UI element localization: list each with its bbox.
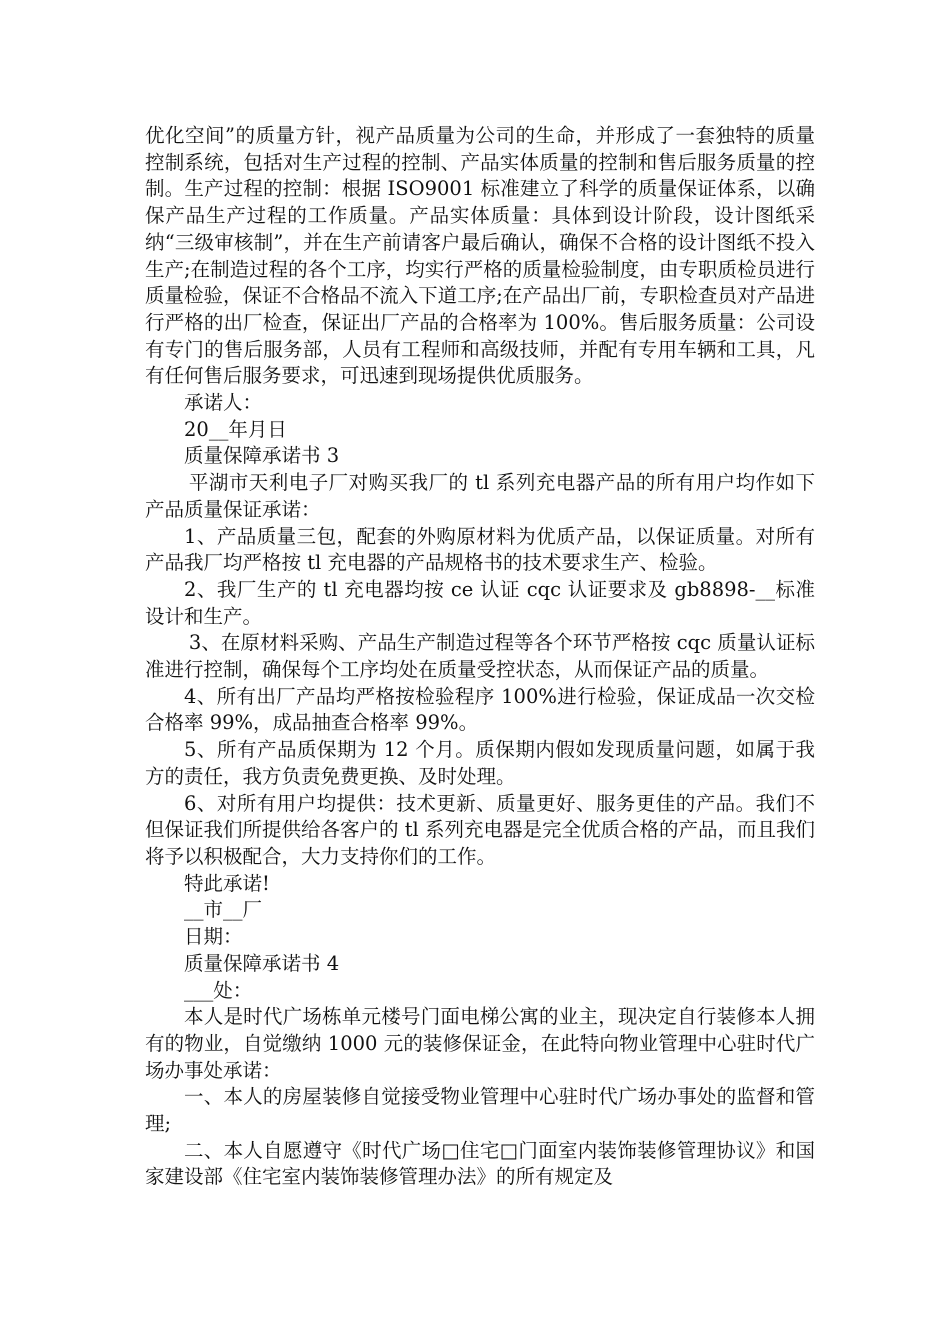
commitment-item-4: 4、所有出厂产品均严格按检验程序 100%进行检验，保证成品一次交检合格率 99%，成品抽查合格率 99%。 bbox=[145, 684, 815, 735]
document-body bbox=[145, 123, 815, 1191]
pledge-item-2: 二、本人自愿遵守《时代广场□住宅□门面室内装饰装修管理协议》和国家建设部《住宅室内装饰装修管理办法》的所有规定及 bbox=[145, 1138, 815, 1189]
section-title-4: 质量保障承诺书 4 bbox=[184, 951, 340, 975]
commitment-item-5: 5、所有产品质保期为 12 个月。质保期内假如发现质量问题，如属于我方的责任，我方负责免费更换、及时处理。 bbox=[145, 738, 815, 788]
commitment-item-2: 2、我厂生产的 tl 充电器均按 ce 认证 cqc 认证要求及 gb8898-__标准设计和生产。 bbox=[145, 577, 815, 628]
section-title-3: 质量保障承诺书 3 bbox=[184, 444, 340, 468]
commitment-intro: 平湖市天利电子厂对购买我厂的 tl 系列充电器产品的所有用户均作如下产品质量保证承诺： bbox=[145, 471, 815, 521]
date-line: 20__年月日 bbox=[184, 417, 287, 441]
addressee-line: ___处： bbox=[184, 978, 253, 1002]
date-label: 日期： bbox=[184, 925, 243, 949]
pledge-item-1: 一、本人的房屋装修自觉接受物业管理中心驻时代广场办事处的监督和管理; bbox=[145, 1085, 815, 1136]
quality-policy-paragraph: 优化空间”的质量方针，视产品质量为公司的生命，并形成了一套独特的质量控制系统，包括对生产过程的控制、产品实体质量的控制和售后服务质量的控制。生产过程的控制：根据 ISO9001 标准建立了科学的质量保证体系，以确保产品生产过程的工作质量。产品实体质量：具体到设计阶段，设计图纸采纳“三级审核制”，并在生产前请客户最后确认，确保不合格的设计图纸不投入生产;在制造过程的各个工序，均实行严格的质量检验制度，由专职质检员进行质量检验，保证不合格品不流入下道工序;在产品出厂前，专职检查员对产品进行严格的出厂检查，保证出厂产品的合格率为 100%。售后服务质量：公司设有专门的售后服务部，人员有工程师和高级技师，并配有专用车辆和工具，凡有任何售后服务要求，可迅速到现场提供优质服务。 bbox=[145, 124, 815, 388]
commitment-item-1: 1、产品质量三包，配套的外购原材料为优质产品，以保证质量。对所有产品我厂均严格按 tl 充电器的产品规格书的技术要求生产、检验。 bbox=[145, 524, 815, 575]
promiser-label: 承诺人： bbox=[184, 391, 263, 415]
owner-statement: 本人是时代广场栋单元楼号门面电梯公寓的业主，现决定自行装修本人拥有的物业，自觉缴纳 1000 元的装修保证金，在此特向物业管理中心驻时代广场办事处承诺： bbox=[145, 1005, 815, 1082]
commitment-item-6: 6、对所有用户均提供：技术更新、质量更好、服务更佳的产品。我们不但保证我们所提供给各客户的 tl 系列充电器是完全优质合格的产品，而且我们将予以积极配合，大力支持你们的工作。 bbox=[145, 791, 815, 868]
commitment-item-3: 3、在原材料采购、产品生产制造过程等各个环节严格按 cqc 质量认证标准进行控制，确保每个工序均处在质量受控状态，从而保证产品的质量。 bbox=[145, 631, 815, 682]
factory-signature: __市__厂 bbox=[184, 898, 263, 922]
commitment-closing: 特此承诺! bbox=[184, 871, 270, 895]
